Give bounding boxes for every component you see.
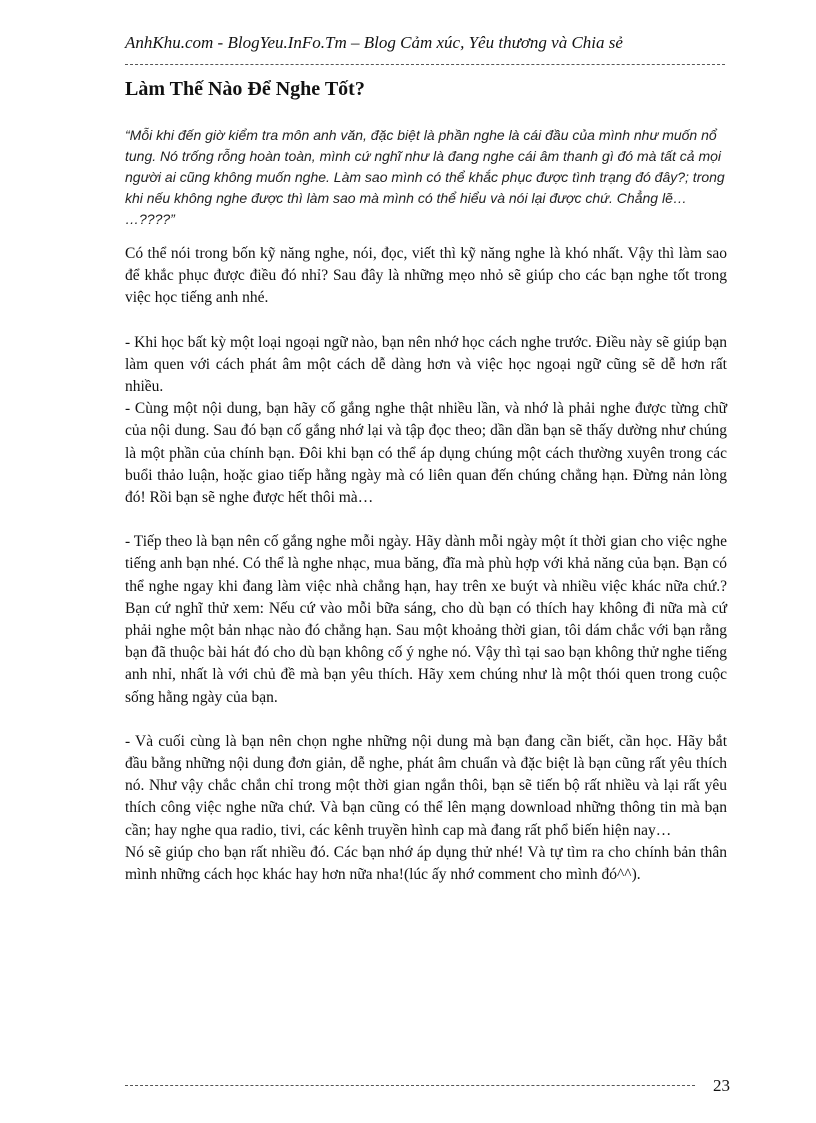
paragraph: - Tiếp theo là bạn nên cố gắng nghe mỗi ngày. Hãy dành mỗi ngày một ít thời gian cho việc nghe tiếng anh bạn nhé. Có thể là nghe nhạc, mua băng, đĩa mà phù hợp với khả năng của bạn. Bạn có thể nghe ngay khi đang làm việc nhà chẳng hạn, hay trên xe buýt và nhiều việc khác nữa chứ.? Bạn cứ nghĩ thử xem: Nếu cứ vào mỗi bữa sáng, cho dù bạn có thích hay không đi nữa mà cứ phải nghe một bản nhạc nào đó chẳng hạn. Sau một khoảng thời gian, tôi dám chắc với bạn rằng bạn đã thuộc bài hát đó cho dù bạn không cố ý nghe nó. Vậy thì tại sao bạn không thử nghe tiếng anh nhỉ, nhất là với chủ đề mà bạn yêu thích. Hãy xem chúng như là một thói quen trong cuộc sống hằng ngày của bạn.: [125, 533, 727, 706]
paragraph: Có thể nói trong bốn kỹ năng nghe, nói, đọc, viết thì kỹ năng nghe là khó nhất. Vậy thì làm sao để khắc phục được điều đó nhỉ? Sau đây là những mẹo nhỏ sẽ giúp cho các bạn nghe tốt trong việc học tiếng anh nhé.: [125, 245, 727, 307]
article-title: Làm Thế Nào Để Nghe Tốt?: [125, 78, 365, 100]
header-divider: [125, 64, 725, 65]
paragraph: - Cùng một nội dung, bạn hãy cố gắng nghe thật nhiều lần, và nhớ là phải nghe được từng chữ của nội dung. Sau đó bạn cố gắng nhớ lại và tập đọc theo; dần dần bạn sẽ thấy dường như chúng là một phần của chính bạn. Đôi khi bạn có thể áp dụng chúng một cách thường xuyên trong các buổi thảo luận, hoặc giao tiếp hằng ngày mà có liên quan đến chúng chẳng hạn. Đừng nản lòng đó! Rồi bạn sẽ nghe được hết thôi mà…: [125, 400, 727, 507]
article-body: [125, 243, 727, 886]
page-header: AnhKhu.com - BlogYeu.InFo.Tm – Blog Cảm xúc, Yêu thương và Chia sẻ: [125, 33, 623, 52]
paragraph: - Khi học bất kỳ một loại ngoại ngữ nào, bạn nên nhớ học cách nghe trước. Điều này sẽ giúp bạn làm quen với cách phát âm một cách dễ dàng hơn và việc học ngoại ngữ cũng sẽ dễ hơn rất nhiều.: [125, 333, 727, 396]
intro-quote: “Mỗi khi đến giờ kiểm tra môn anh văn, đặc biệt là phần nghe là cái đầu của mình như muốn nổ tung. Nó trống rỗng hoàn toàn, mình cứ nghĩ như là đang nghe cái âm thanh gì đó mà tất cả mọi người ai cũng không muốn nghe. Làm sao mình có thể khắc phục được tình trạng đó đây?; trong khi nếu không nghe được thì làm sao mà mình có thể hiểu và nói lại được chứ. Chẳng lẽ… …????”: [125, 127, 725, 227]
footer-divider: [125, 1085, 695, 1086]
paragraph: Nó sẽ giúp cho bạn rất nhiều đó. Các bạn nhớ áp dụng thử nhé! Và tự tìm ra cho chính bản thân mình những cách học khác hay hơn nữa nha!(lúc ấy nhớ comment cho mình đó^^).: [125, 843, 727, 884]
page-number: 23: [713, 1076, 730, 1095]
paragraph: - Và cuối cùng là bạn nên chọn nghe những nội dung mà bạn đang cần biết, cần học. Hãy bắt đầu bằng những nội dung đơn giản, dễ nghe, phát âm chuẩn và đặc biệt là bạn cũng rất yêu thích nó. Như vậy chắc chắn chỉ trong một thời gian ngắn thôi, bạn sẽ tiến bộ rất nhiều và lại rất yêu thích công việc nghe nữa chứ. Và bạn cũng có thể lên mạng download những thông tin mà bạn cần; hay nghe qua radio, tivi, các kênh truyền hình cap mà đang rất phổ biến hiện nay…: [125, 732, 727, 839]
